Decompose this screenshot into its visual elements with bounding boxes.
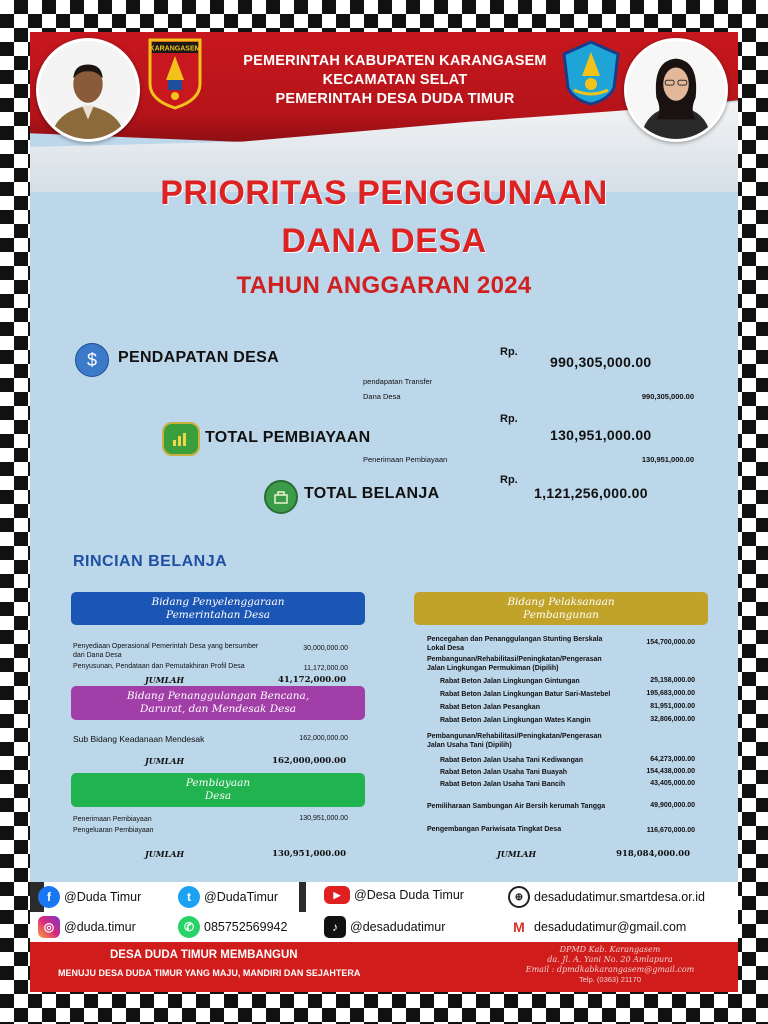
main-title-line2: DANA DESA: [281, 222, 487, 260]
header-line-kecamatan: KECAMATAN SELAT: [322, 72, 468, 88]
official-photo-right: [624, 38, 728, 142]
facebook-handle: @Duda Timur: [64, 890, 142, 904]
tiktok-link[interactable]: [324, 916, 445, 938]
bencana-row1-value: 162,000,000.00: [299, 735, 348, 742]
permukiman-row2-value: 195,683,000.00: [646, 690, 695, 697]
usaha-tani-row2-label: Rabat Beton Jalan Usaha Tani Buayah: [440, 769, 568, 776]
tiktok-handle: @desadudatimur: [350, 920, 446, 934]
website-url: desadudatimur.smartdesa.or.id: [534, 890, 705, 904]
svg-text:KARANGASEM: KARANGASEM: [149, 45, 201, 53]
youtube-link[interactable]: [324, 886, 464, 904]
header-line-desa: PEMERINTAH DESA DUDA TIMUR: [275, 91, 515, 107]
stunting-value: 154,700,000.00: [646, 639, 695, 646]
footer-dpmd: DPMD Kab. Karangasem: [559, 945, 661, 954]
bencana-jumlah-value: 162,000,000.00: [272, 756, 346, 766]
jalan-usaha-tani-heading: Pembangunan/Rehabilitasi/Peningkatan/Pengerasan Jalan Usaha Tani (Dipilih): [427, 733, 602, 749]
youtube-handle: @Desa Duda Timur: [354, 888, 464, 902]
twitter-link[interactable]: [178, 886, 278, 908]
whatsapp-number: 085752569942: [204, 920, 288, 934]
penerimaan-pembiayaan-amount: 130,951,000.00: [641, 455, 694, 464]
pembiayaan-row1-label: Penerimaan Pembiayaan: [73, 816, 152, 823]
bencana-row1-label: Sub Bidang Keadanaan Mendesak: [73, 734, 205, 744]
pemerintahan-row2-label: Penyusunan, Pendataan dan Pemutakhiran Profil Desa: [73, 663, 245, 670]
footer-banner: [30, 942, 738, 992]
pembiayaan-row2-label: Pengeluaran Pembiayaan: [73, 827, 154, 834]
main-title-year: TAHUN ANGGARAN 2024: [236, 272, 532, 299]
penerimaan-pembiayaan-label: Penerimaan Pembiayaan: [363, 455, 448, 464]
pemerintahan-row2-value: 11,172,000.00: [303, 665, 348, 672]
pembiayaan-jumlah-value: 130,951,000.00: [272, 849, 346, 859]
band-pembiayaan: [71, 773, 365, 807]
usaha-tani-row1-label: Rabat Beton Jalan Usaha Tani Kediwangan: [440, 757, 584, 764]
social-media-bar: [30, 882, 738, 942]
email-link[interactable]: [508, 916, 686, 938]
band-pembiayaan-title: Pembiayaan Desa: [185, 777, 251, 802]
belanja-amount: 1,121,256,000.00: [534, 485, 648, 501]
poster: [30, 32, 738, 992]
permukiman-row4-value: 32,806,000.00: [650, 716, 695, 723]
header-line-kabupaten: PEMERINTAH KABUPATEN KARANGASEM: [243, 53, 547, 69]
pendapatan-transfer-heading: pendapatan Transfer: [363, 377, 433, 386]
pembiayaan-label: TOTAL PEMBIAYAAN: [205, 429, 371, 446]
stunting-label: Pencegahan dan Penanggulangan Stunting Berskala Lokal Desa: [427, 636, 603, 652]
youtube-icon: ▶: [324, 886, 350, 904]
permukiman-row1-label: Rabat Beton Jalan Lingkungan Gintungan: [440, 678, 580, 685]
tiktok-icon: ♪: [324, 916, 346, 938]
usaha-tani-row3-value: 43,405,000.00: [650, 780, 695, 787]
permukiman-row3-value: 81,951,000.00: [650, 703, 695, 710]
footer-contact: [500, 945, 720, 985]
pembiayaan-amount: 130,951,000.00: [550, 427, 652, 443]
band-pembangunan-title: Bidang Pelaksanaan Pembangunan: [507, 595, 615, 621]
footer-email: Email : dpmdkabkarangasem@gmail.com: [525, 965, 695, 974]
dana-desa-label: Dana Desa: [363, 392, 401, 401]
band-pembangunan: [414, 592, 708, 625]
band-bencana: [71, 686, 365, 720]
bar-chart-icon: [162, 422, 200, 456]
air-bersih-label: Pemiliharaan Sambungan Air Bersih kerumah Tangga: [427, 803, 606, 810]
karangasem-emblem-icon: [146, 38, 204, 110]
instagram-handle: @duda.timur: [64, 920, 136, 934]
footer-motto: MENUJU DESA DUDA TIMUR YANG MAJU, MANDIRI DAN SEJAHTERA: [58, 968, 361, 978]
air-bersih-value: 49,900,000.00: [650, 802, 695, 809]
instagram-icon: ◎: [38, 916, 60, 938]
twitter-icon: t: [178, 886, 200, 908]
jalan-permukiman-heading: Pembangunan/Rehabilitasi/Peningkatan/Pengerasan Jalan Lingkungan Permukiman (Dipilih): [427, 656, 602, 672]
permukiman-row2-label: Rabat Beton Jalan Lingkungan Batur Sari-Mastebel: [440, 691, 611, 698]
permukiman-row3-label: Rabat Beton Jalan Pesangkan: [440, 704, 540, 711]
pariwisata-label: Pengembangan Pariwisata Tingkat Desa: [427, 826, 562, 833]
pemerintahan-jumlah-label: JUMLAH: [145, 675, 185, 685]
pembangunan-jumlah-value: 918,084,000.00: [616, 849, 690, 859]
pariwisata-value: 116,670,000.00: [646, 827, 695, 834]
website-link[interactable]: [508, 886, 705, 908]
pembiayaan-row1-value: 130,951,000.00: [299, 815, 348, 822]
email-address: desadudatimur@gmail.com: [534, 920, 687, 934]
band-bencana-title: Bidang Penanggulangan Bencana, Darurat, dan Mendesak Desa: [126, 690, 310, 715]
twitter-handle: @DudaTimur: [204, 890, 279, 904]
pemerintahan-jumlah-value: 41,172,000.00: [277, 675, 346, 685]
footer-phone: Telp. (0363) 21170: [579, 975, 641, 984]
band-pemerintahan-title: Bidang Penyelenggaraan Pemerintahan Desa: [151, 595, 285, 621]
footer-address: da. Jl. A. Yani No. 20 Amlapura: [547, 955, 673, 964]
shopping-icon: [264, 480, 298, 514]
usaha-tani-row3-label: Rabat Beton Jalan Usaha Tani Bancih: [440, 781, 566, 788]
header-title: [220, 52, 570, 109]
instagram-link[interactable]: [38, 916, 136, 938]
usaha-tani-row2-value: 154,438,000.00: [646, 768, 695, 775]
facebook-link[interactable]: [38, 886, 141, 908]
pembiayaan-jumlah-label: JUMLAH: [145, 849, 185, 859]
dollar-icon: $: [75, 343, 109, 377]
pendapatan-currency: Rp.: [500, 346, 518, 358]
rincian-heading: RINCIAN BELANJA: [73, 553, 228, 570]
pemerintahan-row1-label: Penyediaan Operasional Pemerintah Desa yang bersumber dari Dana Desa: [73, 643, 259, 659]
whatsapp-icon: ✆: [178, 916, 200, 938]
usaha-tani-row1-value: 64,273,000.00: [650, 756, 695, 763]
pembiayaan-currency: Rp.: [500, 413, 518, 425]
whatsapp-link[interactable]: [178, 916, 287, 938]
official-photo-left: [36, 38, 140, 142]
bencana-jumlah-label: JUMLAH: [145, 756, 185, 766]
main-title-line1: PRIORITAS PENGGUNAAN: [160, 174, 608, 212]
pendapatan-label: PENDAPATAN DESA: [118, 349, 279, 366]
belanja-currency: Rp.: [500, 474, 518, 486]
permukiman-row4-label: Rabat Beton Jalan Lingkungan Wates Kangin: [440, 717, 591, 724]
footer-slogan: DESA DUDA TIMUR MEMBANGUN: [110, 949, 298, 961]
belanja-label: TOTAL BELANJA: [304, 485, 440, 502]
facebook-icon: f: [38, 886, 60, 908]
dana-desa-amount: 990,305,000.00: [641, 392, 694, 401]
pembangunan-jumlah-label: JUMLAH: [497, 849, 537, 859]
permukiman-row1-value: 25,158,000.00: [650, 677, 695, 684]
pemerintahan-row1-value: 30,000,000.00: [303, 645, 348, 652]
gmail-icon: M: [508, 916, 530, 938]
pendapatan-amount: 990,305,000.00: [550, 354, 652, 370]
globe-icon: ⊕: [508, 886, 530, 908]
band-pemerintahan: [71, 592, 365, 625]
